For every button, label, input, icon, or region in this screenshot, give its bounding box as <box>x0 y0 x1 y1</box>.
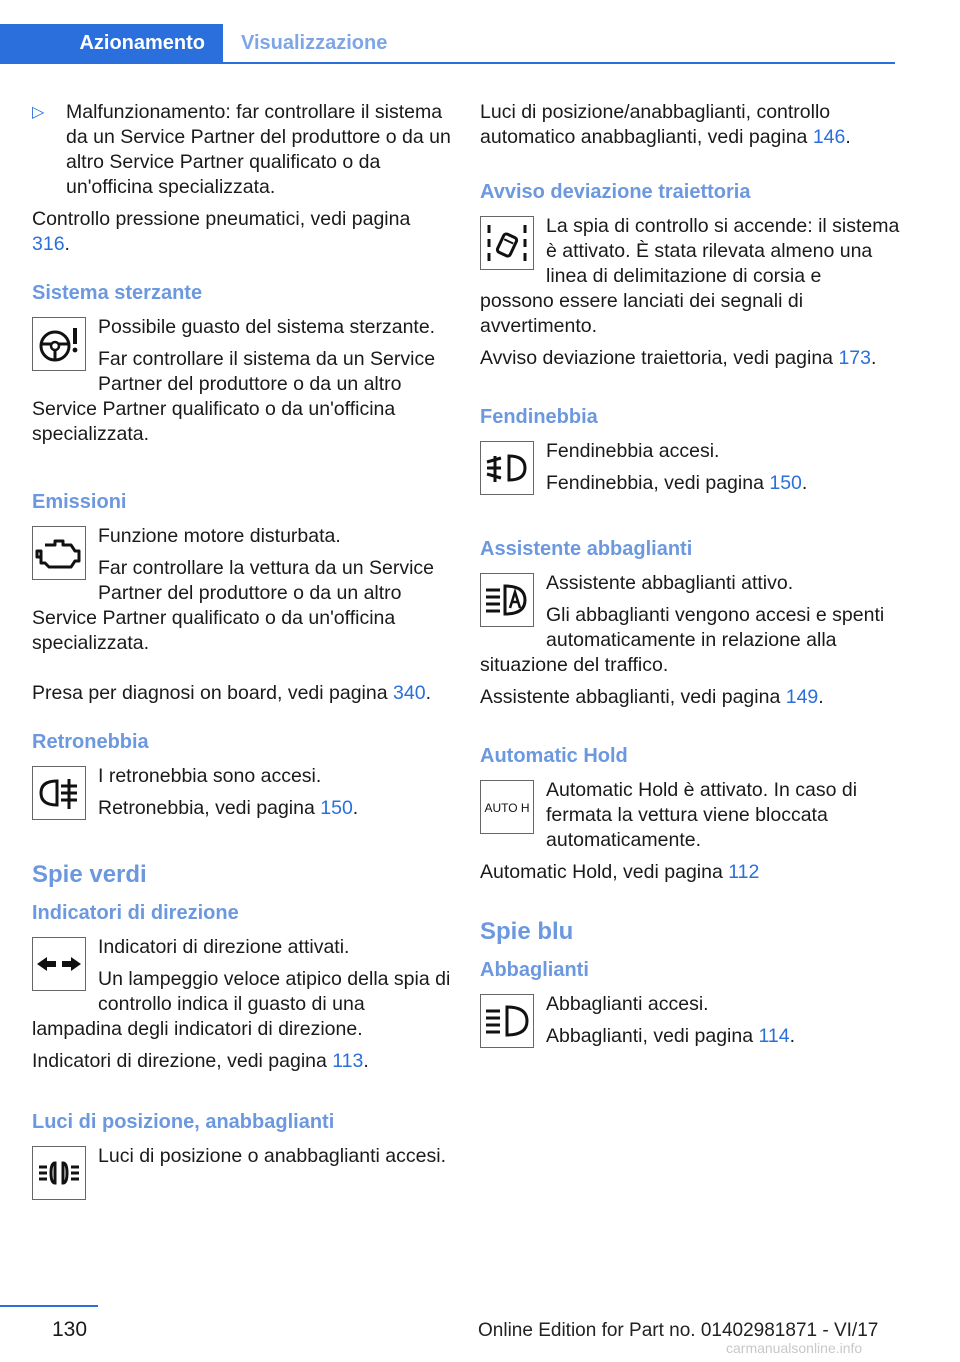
highbeamassist-page-link[interactable]: 149 <box>785 686 819 708</box>
emissions-p1: Funzione motore disturbata. <box>98 525 341 547</box>
autohold-ref <box>480 860 900 885</box>
position-lights-icon <box>32 1146 86 1200</box>
turn-p1: Indicatori di direzione attivati. <box>98 936 350 958</box>
autohold-p1: Automatic Hold è attivato. In caso di fermata la vettura viene bloccata automaticamente. <box>546 779 858 851</box>
footer-rule <box>0 1305 98 1307</box>
front-fog-icon <box>480 441 534 495</box>
rear-fog-icon <box>32 766 86 820</box>
emissions-p2: Far controllare la vettura da un Service Partner del produttore o da un altro Service Partner qualificato o da un'officina specializzata. <box>32 557 434 654</box>
steering-warning-icon <box>32 317 86 371</box>
tyre-pressure-page-link[interactable]: 316 <box>32 233 65 255</box>
turn-page-link[interactable]: 113 <box>332 1050 364 1072</box>
blue-lights-heading: Spie blu <box>480 918 574 945</box>
autohold-page-link[interactable]: 112 <box>728 861 760 883</box>
lane-page-link[interactable]: 173 <box>838 347 871 369</box>
highbeamassist-ref: Assistente abbaglianti, vedi pagina 149. <box>480 686 824 708</box>
high-beam-icon <box>480 994 534 1048</box>
rearfog-ref: Retronebbia, vedi pagina 150. <box>98 797 359 819</box>
auto-hold-icon-text: AUTO H <box>484 801 530 815</box>
emissions-title: Emissioni <box>32 491 127 513</box>
highbeamassist-ref-text: Assistente abbaglianti, vedi pagina <box>480 686 781 708</box>
lane-title: Avviso deviazione traiettoria <box>480 181 751 203</box>
turn-block <box>32 935 452 1049</box>
obd-ref: Presa per diagnosi on board, vedi pagina 340. <box>32 682 431 704</box>
bullet-triangle-icon: ▷ <box>32 104 45 121</box>
tyre-pressure-text: Controllo pressione pneumatici, vedi pagina <box>32 208 411 230</box>
engine-icon <box>32 526 86 580</box>
emissions-block <box>32 524 452 663</box>
high-beam-assist-icon <box>480 573 534 627</box>
turn-ref: Indicatori di direzione, vedi pagina 113. <box>32 1050 369 1072</box>
lane-ref-text: Avviso deviazione traiettoria, vedi pagina <box>480 347 834 369</box>
turn-signal-icon <box>32 937 86 991</box>
right-column <box>480 100 900 1056</box>
autohold-ref-text: Automatic Hold, vedi pagina <box>480 861 723 883</box>
rearfog-title: Retronebbia <box>32 731 149 753</box>
highbeam-page-link[interactable]: 114 <box>758 1025 790 1047</box>
steering-p1: Possibile guasto del sistema sterzante. <box>98 316 436 338</box>
rearfog-ref-text: Retronebbia, vedi pagina <box>98 797 315 819</box>
position-p1: Luci di posizione o anabbaglianti accesi. <box>98 1145 446 1167</box>
highbeamassist-p1: Assistente abbaglianti attivo. <box>546 572 794 594</box>
steering-title: Sistema sterzante <box>32 282 203 304</box>
tab-visualizzazione[interactable]: Visualizzazione <box>241 32 388 54</box>
tab-azionamento[interactable]: Azionamento <box>0 24 223 62</box>
highbeamassist-p2: Gli abbaglianti vengono accesi e spenti automaticamente in relazione alla situazione del traffico. <box>480 604 885 676</box>
highbeam-p1: Abbaglianti accesi. <box>546 993 709 1015</box>
fog-page-link[interactable]: 150 <box>769 472 802 494</box>
lane-p1: La spia di controllo si accende: il sistema è attivato. È stata rilevata almeno una linea di delimitazione di corsia e possono essere lanciati dei segnali di avvertimento. <box>480 215 900 337</box>
fog-title: Fendinebbia <box>480 406 598 428</box>
fog-ref-text: Fendinebbia, vedi pagina <box>546 472 764 494</box>
malfunction-bullet <box>32 100 452 200</box>
left-column <box>32 100 452 1204</box>
tyre-pressure-ref: Controllo pressione pneumatici, vedi pagina 316. <box>32 208 411 255</box>
watermark: carmanualsonline.info <box>726 1340 863 1356</box>
fog-p1: Fendinebbia accesi. <box>546 440 720 462</box>
autohold-title: Automatic Hold <box>480 745 628 767</box>
highbeamassist-block <box>480 571 900 685</box>
highbeam-block <box>480 992 900 1056</box>
highbeamassist-title: Assistente abbaglianti <box>480 538 693 560</box>
obd-page-link[interactable]: 340 <box>393 682 426 704</box>
chapter-tabs <box>0 24 895 64</box>
autohold-block <box>480 778 900 860</box>
fog-ref: Fendinebbia, vedi pagina 150. <box>546 472 808 494</box>
green-lights-heading: Spie verdi <box>32 861 147 888</box>
rearfog-p1: I retronebbia sono accesi. <box>98 765 322 787</box>
lane-ref: Avviso deviazione traiettoria, vedi pagina 173. <box>480 347 877 369</box>
highbeam-ref: Abbaglianti, vedi pagina 114. <box>546 1025 796 1047</box>
turn-p2: Un lampeggio veloce atipico della spia di controllo indica il guasto di una lampadina degli indicatori di direzione. <box>32 968 451 1040</box>
edition-info: Online Edition for Part no. 01402981871 - VI/17 <box>478 1320 879 1341</box>
page-number: 130 <box>52 1318 88 1341</box>
obd-text: Presa per diagnosi on board, vedi pagina <box>32 682 388 704</box>
position-page-link[interactable]: 146 <box>812 126 846 148</box>
position-block <box>32 1144 452 1204</box>
lane-block <box>480 214 900 346</box>
turn-ref-text: Indicatori di direzione, vedi pagina <box>32 1050 327 1072</box>
rearfog-page-link[interactable]: 150 <box>320 797 353 819</box>
auto-hold-icon <box>480 780 534 834</box>
position-ref: Luci di posizione/anabbaglianti, controllo automatico anabbaglianti, vedi pagina 146. <box>480 101 851 148</box>
highbeam-ref-text: Abbaglianti, vedi pagina <box>546 1025 754 1047</box>
position-title: Luci di posizione, anabbaglianti <box>32 1111 335 1133</box>
fog-block <box>480 439 900 503</box>
lane-departure-icon <box>480 216 534 270</box>
steering-block <box>32 315 452 454</box>
turn-title: Indicatori di direzione <box>32 902 239 924</box>
rearfog-block <box>32 764 452 828</box>
steering-p2: Far controllare il sistema da un Service Partner del produttore o da un altro Service Partner qualificato o da un'officina specializzata. <box>32 348 436 445</box>
position-ref-text: Luci di posizione/anabbaglianti, controllo automatico anabbaglianti, vedi pagina <box>480 101 831 148</box>
malfunction-text: Malfunzionamento: far controllare il sistema da un Service Partner del produttore o da un altro Service Partner qualificato o da un'officina specializzata. <box>66 101 451 198</box>
highbeam-title: Abbaglianti <box>480 959 589 981</box>
